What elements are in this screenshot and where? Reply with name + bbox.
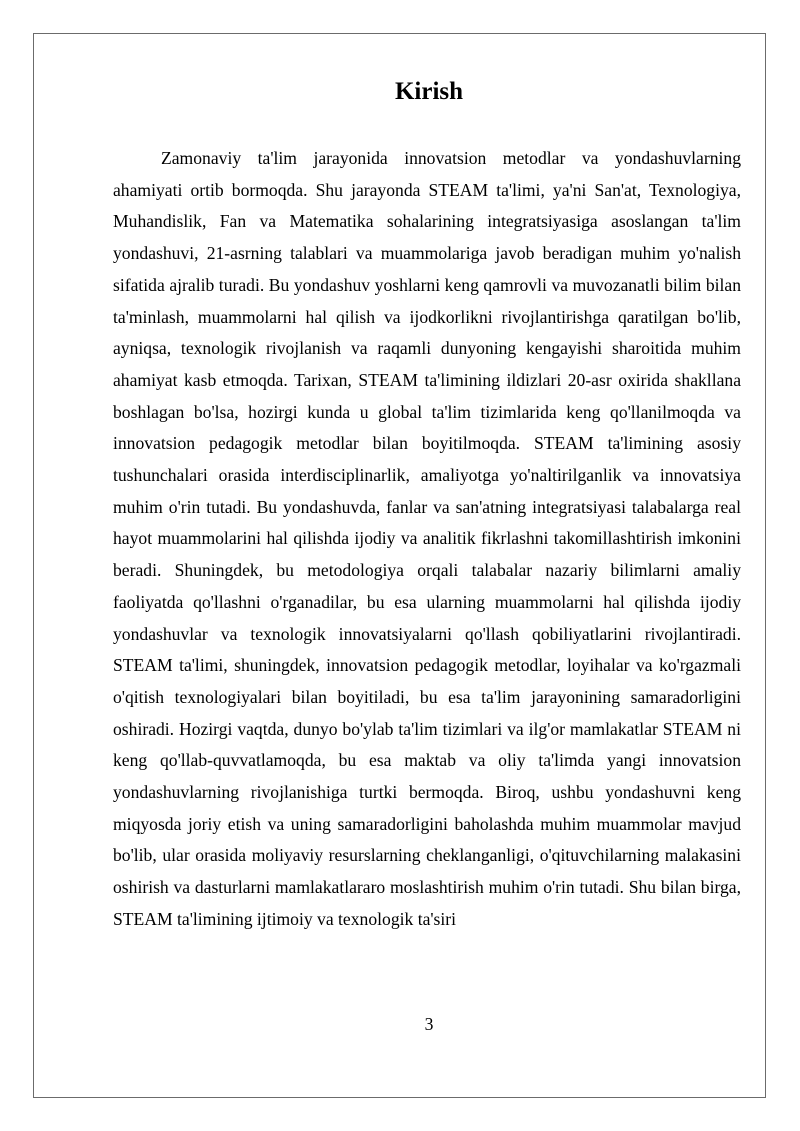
page-number: 3 <box>424 1014 434 1034</box>
page-title: Kirish <box>394 78 464 105</box>
body-paragraph: Zamonaviy ta'lim jarayonida innovatsion metodlar va yondashuvlarning ahamiyati ortib bormoqda. Shu jarayonda STEAM ta'limi, ya'ni San'at, Texnologiya, Muhandislik, Fan va Matematika sohalarining integratsiyasiga asoslangan ta'lim yondashuvi, 21-asrning talablari va muammolariga javob beradigan muhim yo'nalish sifatida ajralib turadi. Bu yondashuv yoshlarni keng qamrovli va muvozanatli bilim bilan ta'minlash, muammolarni hal qilish va ijodkorlikni rivojlantirishga qaratilgan bo'lib, ayniqsa, texnologik rivojlanish va raqamli dunyoning kengayishi sharoitida muhim ahamiyat kasb etmoqda. Tarixan, STEAM ta'limining ildizlari 20-asr oxirida shakllana boshlagan bo'lsa, hozirgi kunda u global ta'lim tizimlarida keng qo'llanilmoqda va innovatsion pedagogik metodlar bilan boyitilmoqda. STEAM ta'limining asosiy tushunchalari orasida interdisciplinarlik, amaliyotga yo'naltirilganlik va innovatsiya muhim o'rin tutadi. Bu yondashuvda, fanlar va san'atning integratsiyasi talabalarga real hayot muammolarini hal qilishda ijodiy va analitik fikrlashni takomillashtirish imkonini beradi. Shuningdek, bu metodologiya orqali talabalar nazariy bilimlarni amaliy faoliyatda qo'llashni o'rganadilar, bu esa ularning muammolarni hal qilishda ijodiy yondashuvlar va texnologik innovatsiyalarni qo'llash qobiliyatlarini rivojlantiradi. STEAM ta'limi, shuningdek, innovatsion pedagogik metodlar, loyihalar va ko'rgazmali o'qitish texnologiyalari bilan boyitiladi, bu esa ta'lim jarayonining samaradorligini oshiradi. Hozirgi vaqtda, dunyo bo'ylab ta'lim tizimlari va ilg'or mamlakatlar STEAM ni keng qo'llab-quvvatlamoqda, bu esa maktab va oliy ta'limda yangi innovatsion yondashuvlarning rivojlanishiga turtki bermoqda. Biroq, ushbu yondashuvni keng miqyosda joriy etish va uning samaradorligini baholashda muhim muammolar mavjud bo'lib, ular orasida moliyaviy resurslarning cheklanganligi, o'qituvchilarning malakasini oshirish va dasturlarni mamlakatlararo moslashtirish muhim o'rin tutadi. Shu bilan birga, STEAM ta'limining ijtimoiy va texnologik ta'siri <box>113 148 741 929</box>
